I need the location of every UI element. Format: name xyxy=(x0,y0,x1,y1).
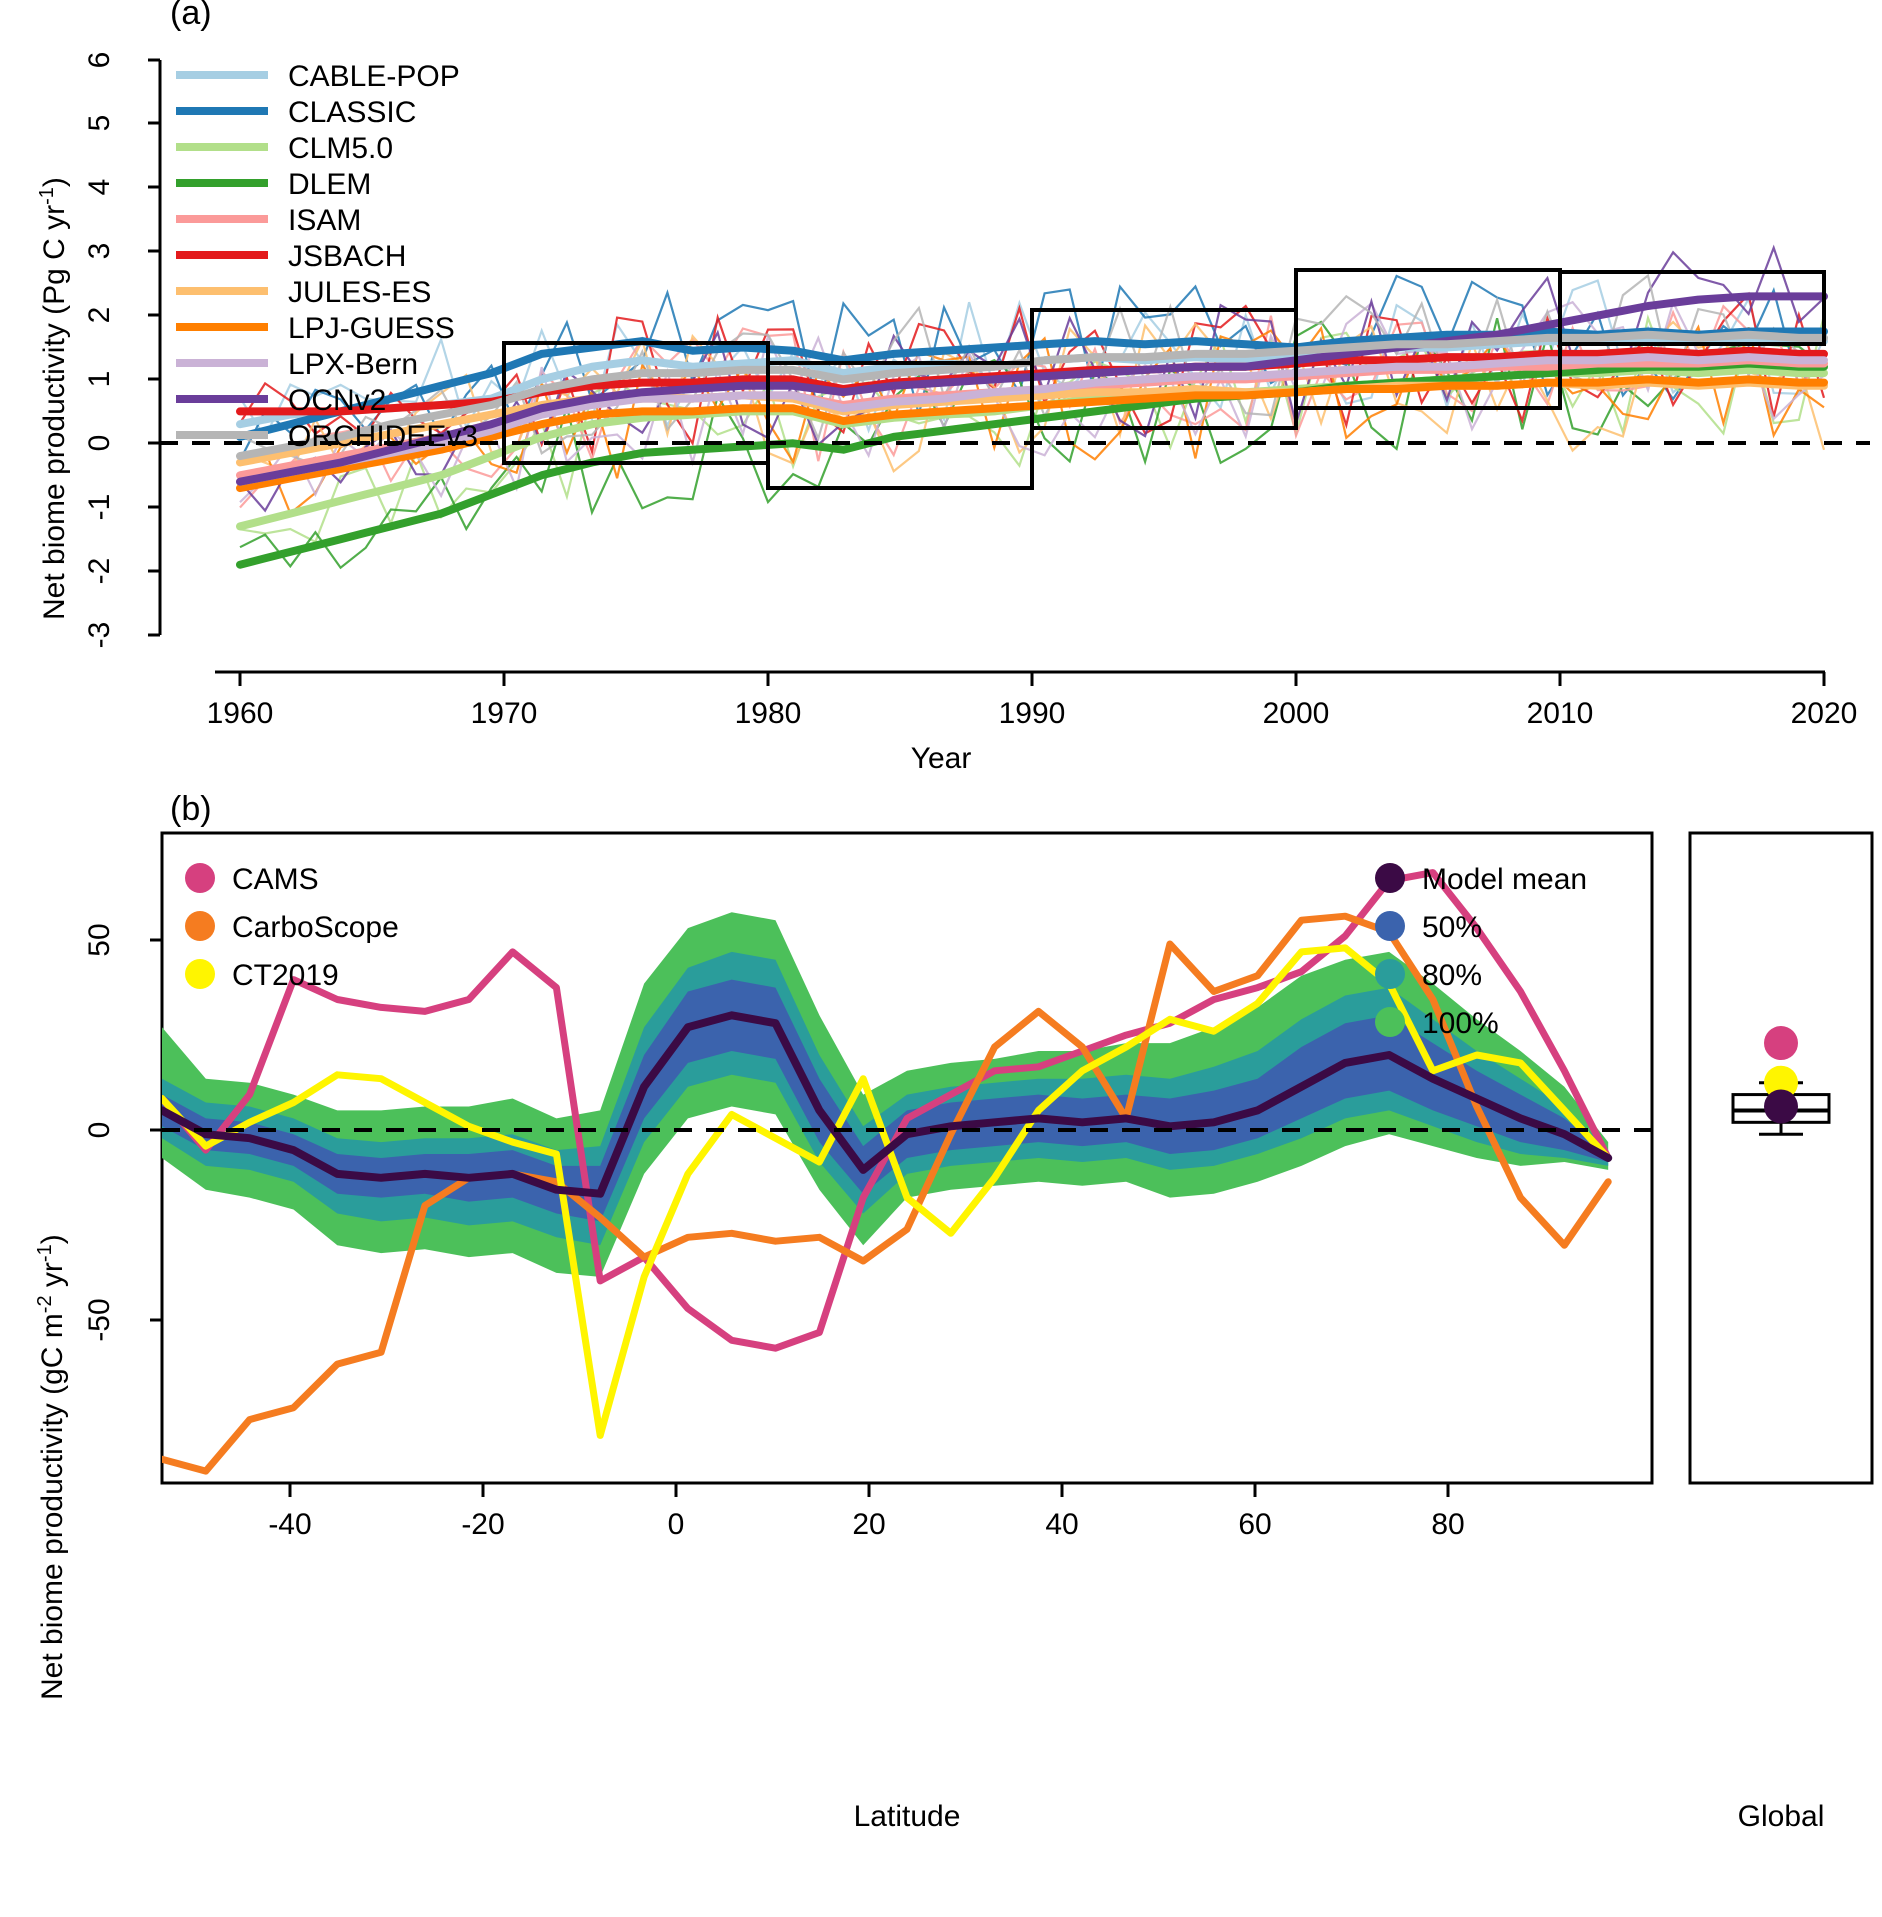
panel-a-legend-item: JSBACH xyxy=(288,240,407,273)
panel-b-x-tick: 0 xyxy=(667,1508,685,1541)
panel-b-x-tick: -40 xyxy=(268,1508,312,1541)
panel-a-y-tick: 1 xyxy=(83,370,116,388)
panel-a-x-tick: 2020 xyxy=(1790,697,1858,730)
global-inset-content xyxy=(1733,1026,1829,1134)
panel-a-y-tick: 6 xyxy=(83,51,116,69)
panel-b-legend-left-item: CT2019 xyxy=(232,959,339,992)
panel-b-legend-left-item: CAMS xyxy=(232,863,319,896)
panel-a-x-axis-title: Year xyxy=(910,742,972,775)
panel-a-y-tick: 5 xyxy=(83,114,116,132)
panel-b-label: (b) xyxy=(170,790,212,828)
panel-b-legend-left xyxy=(185,863,399,992)
panel-a-legend-item: ISAM xyxy=(288,204,362,237)
panel-a-legend-item: LPJ-GUESS xyxy=(288,312,455,345)
panel-a-y-tick: -1 xyxy=(83,493,116,521)
panel-a-label: (a) xyxy=(170,0,212,32)
panel-a-x-tick: 1980 xyxy=(734,697,802,730)
panel-b xyxy=(0,790,1882,1917)
panel-b-x-axis-title: Latitude xyxy=(853,1800,961,1833)
panel-b-legend-left-item: CarboScope xyxy=(232,911,399,944)
panel-a-legend-item: JULES-ES xyxy=(288,276,432,309)
panel-a-y-tick: 2 xyxy=(83,306,116,324)
panel-b-x-tick: 60 xyxy=(1238,1508,1272,1541)
panel-b-y-tick: 0 xyxy=(83,1121,116,1139)
panel-a-x-tick: 2000 xyxy=(1262,697,1330,730)
panel-a-y-tick: -3 xyxy=(83,621,116,649)
panel-a-y-tick: 0 xyxy=(83,434,116,452)
panel-a-legend-item: CLM5.0 xyxy=(288,132,394,165)
panel-a xyxy=(0,0,1882,790)
panel-a-legend-item: DLEM xyxy=(288,168,372,201)
panel-a-legend-item: ORCHIDEEv3 xyxy=(288,420,479,453)
panel-a-x-tick: 1960 xyxy=(206,697,274,730)
panel-a-legend-item: CLASSIC xyxy=(288,96,417,129)
panel-b-legend-right-item: 50% xyxy=(1422,911,1483,944)
panel-b-x-tick: 40 xyxy=(1045,1508,1079,1541)
panel-b-legend-right-item: 100% xyxy=(1422,1007,1499,1040)
panel-a-y-tick: -2 xyxy=(83,557,116,585)
panel-a-x-tick: 1970 xyxy=(470,697,538,730)
global-axis-label: Global xyxy=(1737,1800,1825,1833)
panel-b-plot xyxy=(0,800,1882,1917)
panel-a-x-tick: 2010 xyxy=(1526,697,1594,730)
panel-a-legend-item: OCNv2 xyxy=(288,384,387,417)
panel-a-plot xyxy=(0,0,1882,790)
panel-a-legend-item: CABLE-POP xyxy=(288,60,460,93)
panel-b-x-tick: 80 xyxy=(1431,1508,1465,1541)
panel-b-legend-right-item: 80% xyxy=(1422,959,1483,992)
panel-b-y-tick: 50 xyxy=(83,923,116,957)
panel-a-y-tick: 4 xyxy=(83,178,116,196)
panel-a-legend-item: LPX-Bern xyxy=(288,348,419,381)
panel-b-y-axis-title: Net biome productivity (gC $m^{-2}$ $yr^{-1}$) xyxy=(34,1234,69,1700)
panel-a-y-tick: 3 xyxy=(83,242,116,260)
panel-b-x-tick: -20 xyxy=(461,1508,505,1541)
global-inset-frame xyxy=(1690,833,1872,1483)
panel-b-legend-right-item: Model mean xyxy=(1422,863,1588,896)
panel-b-y-tick: -50 xyxy=(83,1298,116,1342)
panel-a-y-axis-title: Net biome productivity (Pg C $yr^{-1}$) xyxy=(36,177,71,620)
panel-b-x-tick: 20 xyxy=(852,1508,886,1541)
panel-a-x-tick: 1990 xyxy=(998,697,1066,730)
panel-a-legend xyxy=(176,60,478,453)
